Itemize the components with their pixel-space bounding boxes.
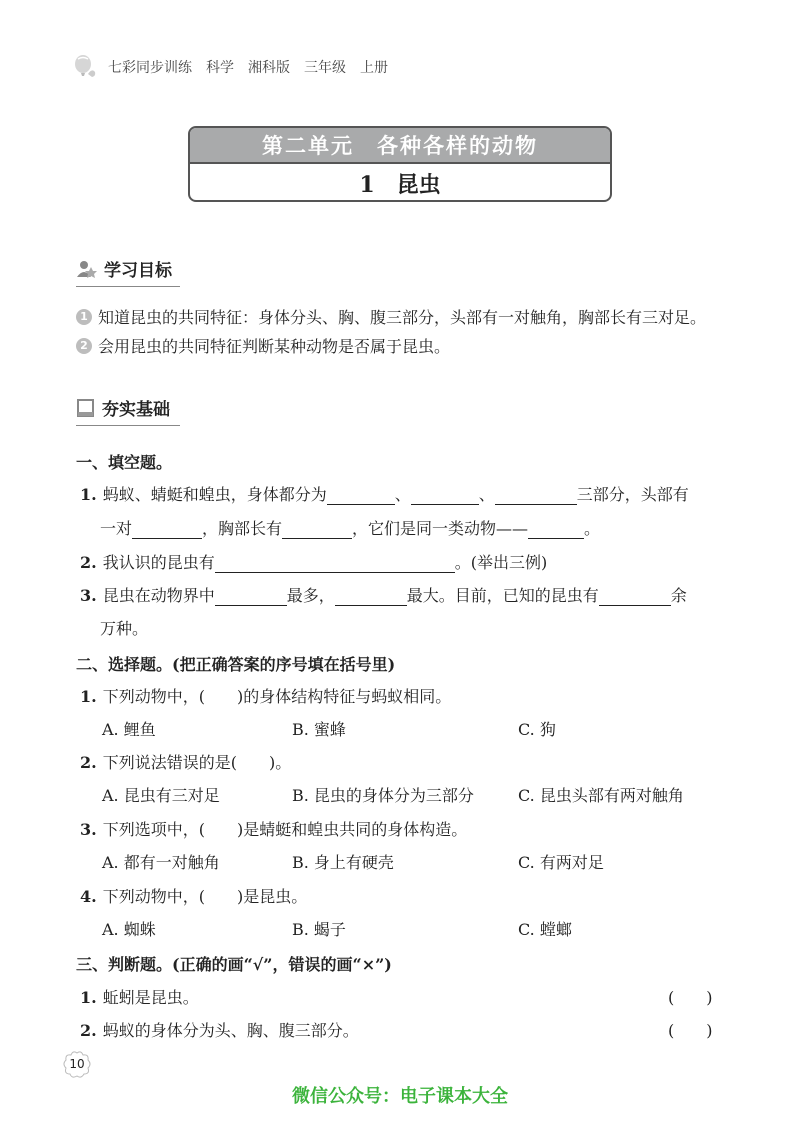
page-number-badge	[62, 1050, 92, 1080]
answer-blank[interactable]	[215, 554, 455, 573]
question-2-2: 2. 下列说法错误的是( )。	[80, 753, 292, 772]
answer-blank[interactable]	[495, 486, 577, 505]
option-c: C. 狗	[518, 720, 556, 739]
lesson-title: 1 昆虫	[359, 171, 441, 198]
part1-title: 一、填空题。	[76, 453, 173, 472]
page-number: 10	[69, 1057, 85, 1071]
part3-title: 三、判断题。(正确的画“√”，错误的画“×”)	[76, 955, 392, 974]
answer-blank[interactable]	[528, 520, 584, 539]
question-1-1-cont: 一对 ，胸部长有 ，它们是同一类动物—— 。	[100, 519, 601, 538]
option-c: C. 螳螂	[518, 920, 572, 939]
answer-blank[interactable]	[132, 520, 202, 539]
question-1-2: 2. 我认识的昆虫有 。(举出三例)	[80, 553, 548, 572]
objective-text: 会用昆虫的共同特征判断某种动物是否属于昆虫。	[98, 337, 451, 356]
option-c: C. 有两对足	[518, 853, 604, 872]
objective-number: 1	[76, 309, 92, 325]
objective-text: 知道昆虫的共同特征：身体分头、胸、腹三部分，头部有一对触角，胸部长有三对足。	[98, 308, 707, 327]
question-3-1: 1. 蚯蚓是昆虫。	[80, 988, 199, 1007]
unit-title: 第二单元 各种各样的动物	[190, 128, 610, 164]
header-text: 七彩同步训练 科学 湘科版 三年级 上册	[108, 60, 388, 76]
student-icon	[76, 259, 98, 279]
footer-watermark: 微信公众号：电子课本大全	[292, 1086, 508, 1107]
notebook-icon	[76, 398, 96, 418]
answer-blank[interactable]	[335, 587, 407, 606]
balloon-logo-icon	[72, 54, 98, 80]
running-header	[72, 54, 388, 80]
question-2-1: 1. 下列动物中，( )的身体结构特征与蚂蚁相同。	[80, 687, 452, 706]
answer-blank[interactable]	[215, 587, 287, 606]
objective-item	[76, 305, 706, 328]
question-1-1: 1. 蚂蚁、蜻蜓和蝗虫，身体都分为 、 、 三部分，头部有	[80, 485, 689, 504]
unit-title-box	[188, 126, 612, 202]
objective-number: 2	[76, 338, 92, 354]
option-c: C. 昆虫头部有两对触角	[518, 786, 684, 805]
answer-parentheses[interactable]: ( )	[668, 988, 713, 1007]
option-b: B. 昆虫的身体分为三部分	[292, 786, 474, 805]
option-b: B. 身上有硬壳	[292, 853, 394, 872]
option-a: A. 蜘蛛	[102, 920, 156, 939]
part2-title: 二、选择题。(把正确答案的序号填在括号里)	[76, 655, 396, 674]
question-2-3: 3. 下列选项中，( )是蜻蜓和蝗虫共同的身体构造。	[80, 820, 468, 839]
question-2-4: 4. 下列动物中，( )是昆虫。	[80, 887, 308, 906]
option-b: B. 蜜蜂	[292, 720, 346, 739]
option-a: A. 鲤鱼	[102, 720, 156, 739]
answer-blank[interactable]	[282, 520, 352, 539]
answer-blank[interactable]	[411, 486, 479, 505]
option-a: A. 昆虫有三对足	[102, 786, 220, 805]
question-3-2: 2. 蚂蚁的身体分为头、胸、腹三部分。	[80, 1021, 359, 1040]
basics-heading: 夯实基础	[76, 395, 180, 420]
answer-parentheses[interactable]: ( )	[668, 1021, 713, 1040]
objectives-heading: 学习目标	[76, 256, 180, 281]
question-1-3-cont: 万种。	[100, 619, 149, 638]
answer-blank[interactable]	[327, 486, 395, 505]
answer-blank[interactable]	[599, 587, 671, 606]
question-1-3: 3. 昆虫在动物界中 最多， 最大。目前，已知的昆虫有 余	[80, 586, 687, 605]
option-b: B. 蝎子	[292, 920, 346, 939]
option-a: A. 都有一对触角	[102, 853, 220, 872]
objective-item	[76, 334, 450, 357]
